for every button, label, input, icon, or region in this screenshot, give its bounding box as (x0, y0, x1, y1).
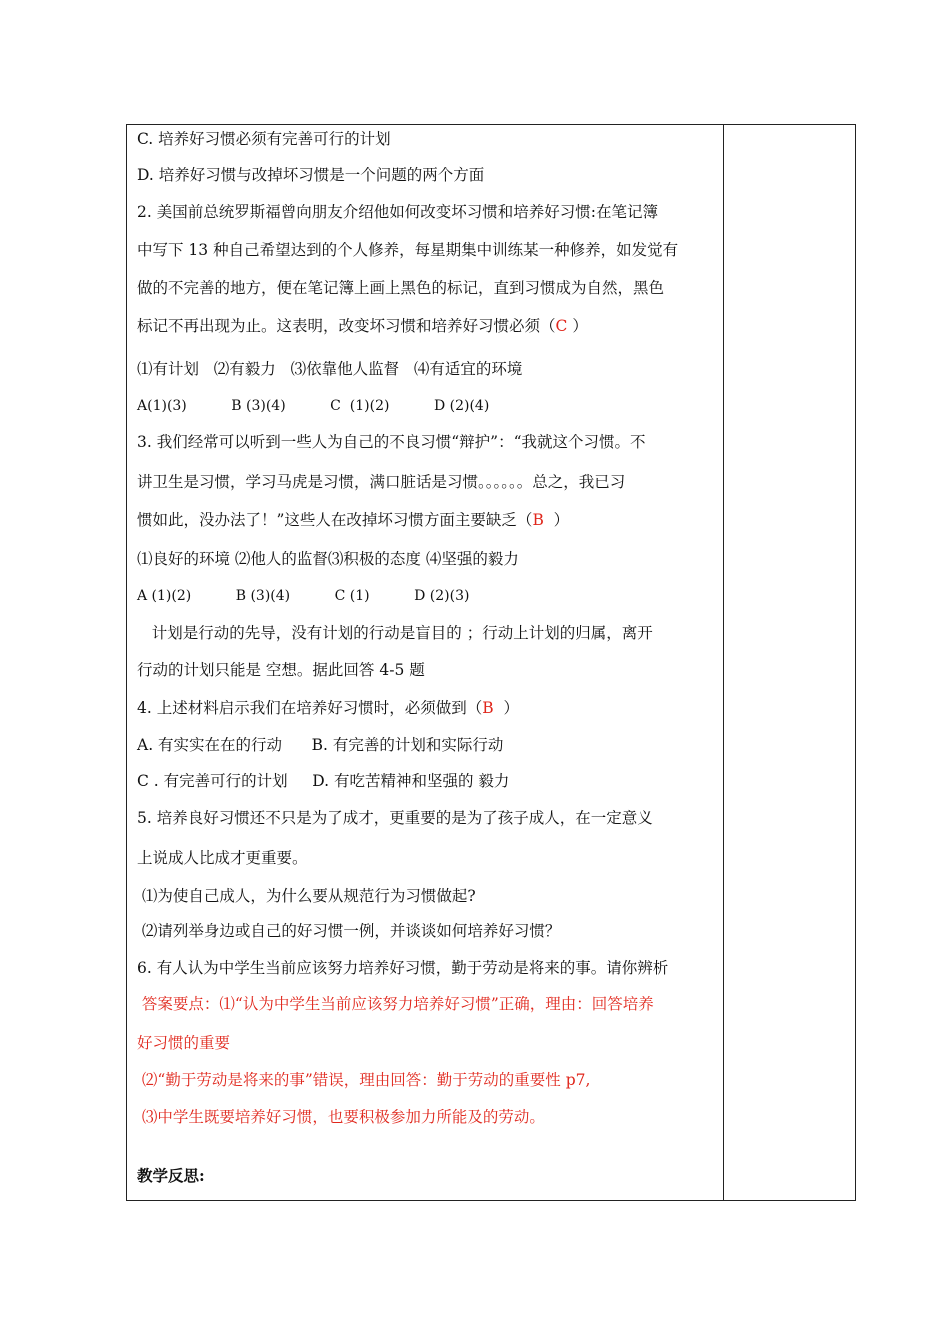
question-6: 6. 有人认为中学生当前应该努力培养好习惯，勤于劳动是将来的事。请你辨析 (137, 959, 669, 977)
q3-paren: ） (543, 511, 570, 529)
answer-point-1-cont: 好习惯的重要 (137, 1034, 231, 1052)
q2-stem: 标记不再出现为止。这表明，改变坏习惯和培养好习惯必须（ (137, 317, 556, 335)
answer-point-2: ⑵“勤于劳动是将来的事”错误，理由回答：勤于劳动的重要性 p7, (137, 1071, 591, 1089)
q2-paren: ） (567, 317, 588, 335)
option-c: C. 培养好习惯必须有完善可行的计划 (137, 130, 391, 148)
column-divider (723, 125, 724, 1200)
lesson-table (126, 124, 856, 1201)
q4-options-ab: A. 有实实在在的行动 B. 有完善的计划和实际行动 (137, 736, 504, 754)
answer-point-3: ⑶中学生既要培养好习惯，也要积极参加力所能及的劳动。 (137, 1108, 545, 1126)
q4-options-cd: C . 有完善可行的计划 D. 有吃苦精神和坚强的 毅力 (137, 772, 510, 790)
content-cell (127, 125, 723, 1200)
q4-answer: B (482, 699, 494, 717)
q5-sub-2: ⑵请列举身边或自己的好习惯一例，并谈谈如何培养好习惯？ (137, 922, 561, 940)
q4-paren: ） (493, 699, 519, 717)
q3-answer: B (532, 511, 544, 529)
q2-items: ⑴有计划 ⑵有毅力 ⑶依靠他人监督 ⑷有适宜的环境 (137, 360, 523, 378)
question-4 (137, 698, 519, 718)
q3-items: ⑴良好的环境 ⑵他人的监督⑶积极的态度 ⑷坚强的毅力 (137, 550, 519, 568)
question-2-line-1: 2. 美国前总统罗斯福曾向朋友介绍他如何改变坏习惯和培养好习惯:在笔记簿 (137, 203, 658, 221)
question-5-line-1: 5. 培养良好习惯还不只是为了成才，更重要的是为了孩子成人，在一定意义 (137, 809, 653, 827)
question-5-line-2: 上说成人比成才更重要。 (137, 849, 308, 867)
q4-stem: 4. 上述材料启示我们在培养好习惯时，必须做到（ (137, 699, 483, 717)
question-2-line-4 (137, 316, 588, 336)
question-2-line-3: 做的不完善的地方，便在笔记簿上画上黑色的标记，直到习惯成为自然，黑色 (137, 279, 665, 297)
question-3-line-2: 讲卫生是习惯，学习马虎是习惯，满口脏话是习惯。。。。。。总之，我已习 (137, 473, 626, 491)
q2-answer: C (555, 317, 568, 335)
material-line-2: 行动的计划只能是 空想。据此回答 4-5 题 (137, 661, 425, 679)
question-3-line-3 (137, 510, 569, 530)
q3-choices: A (1)(2) B (3)(4) C (1) D (2)(3) (137, 588, 470, 604)
option-d: D. 培养好习惯与改掉坏习惯是一个问题的两个方面 (137, 166, 485, 184)
q3-stem: 惯如此，没办法了！”这些人在改掉坏习惯方面主要缺乏（ (137, 511, 533, 529)
question-2-line-2: 中写下 13 种自己希望达到的个人修养，每星期集中训练某一种修养，如发觉有 (137, 241, 679, 259)
answer-point-1: 答案要点：⑴“认为中学生当前应该努力培养好习惯”正确，理由：回答培养 (137, 995, 654, 1013)
question-3-line-1: 3. 我们经常可以听到一些人为自己的不良习惯“辩护”：“我就这个习惯。不 (137, 433, 646, 451)
teaching-reflection-label: 教学反思: (137, 1166, 205, 1185)
material-line-1: 计划是行动的先导，没有计划的行动是盲目的 ；行动上计划的归属，离开 (137, 624, 653, 642)
q5-sub-1: ⑴为使自己成人，为什么要从规范行为习惯做起? (137, 887, 476, 905)
q2-choices: A(1)(3) B (3)(4) C (1)(2) D (2)(4) (137, 398, 490, 414)
